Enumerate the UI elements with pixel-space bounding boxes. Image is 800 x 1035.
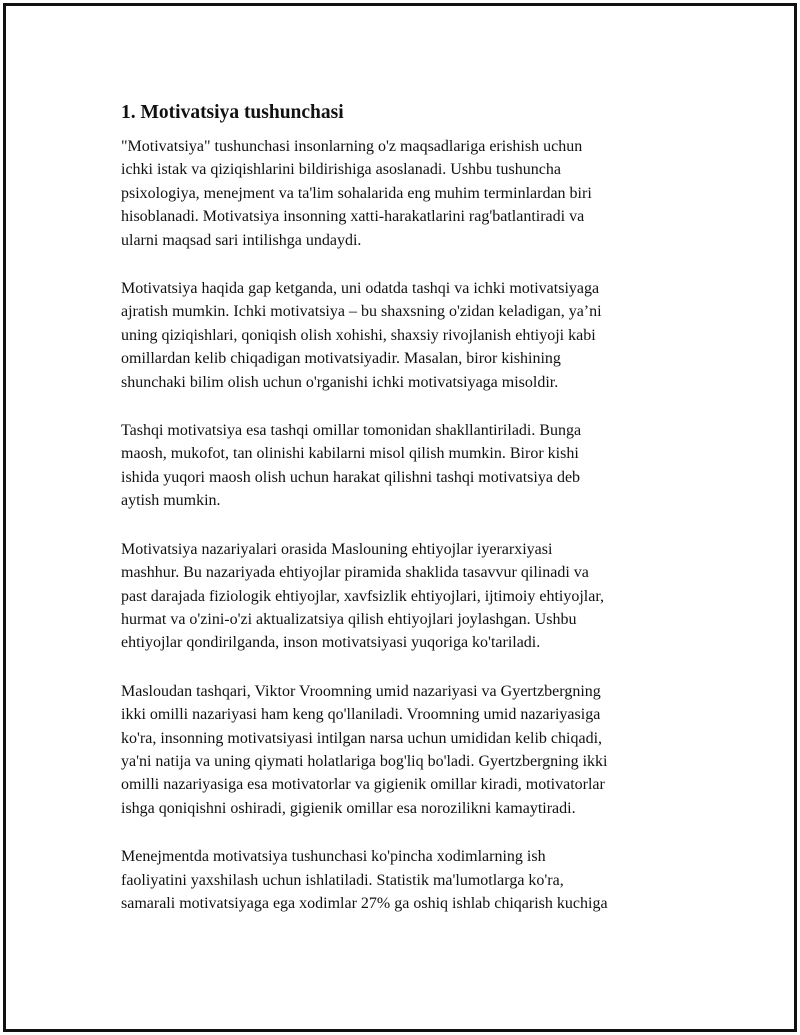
paragraph-line: uning qiziqishlari, qoniqish olish xohishi, shaxsiy rivojlanish ehtiyoji kabi [121,326,596,344]
paragraph-line: ajratish mumkin. Ichki motivatsiya – bu shaxsning o'zidan keladigan, ya’ni [121,303,602,321]
paragraph-2 [121,277,701,394]
paragraph-line: faoliyatini yaxshilash uchun ishlatiladi. Statistik ma'lumotlarga ko'ra, [121,871,564,889]
paragraph-line: hurmat va o'zini-o'zi aktualizatsiya qilish ehtiyojlari joylashgan. Ushbu [121,610,577,628]
paragraph-line: omillardan kelib chiqadigan motivatsiyadir. Masalan, biror kishining [121,350,561,368]
paragraph-line: past darajada fiziologik ehtiyojlar, xavfsizlik ehtiyojlari, ijtimoiy ehtiyojlar, [121,587,605,605]
page-frame [3,3,797,1032]
paragraph-line: ikki omilli nazariyasi ham keng qo'llaniladi. Vroomning umid nazariyasiga [121,706,601,724]
section-heading: 1. Motivatsiya tushunchasi [121,102,344,123]
paragraph-line: Masloudan tashqari, Viktor Vroomning umid nazariyasi va Gyertzbergning [121,682,601,700]
paragraph-line: "Motivatsiya" tushunchasi insonlarning o'z maqsadlariga erishish uchun [121,138,583,155]
paragraph-line: ichki istak va qiziqishlarini bildirishiga asoslanadi. Ushbu tushuncha [121,161,561,179]
paragraph-1 [121,135,701,252]
paragraph-5 [121,680,701,820]
paragraph-line: ya'ni natija va uning qiymati holatlariga bog'liq bo'ladi. Gyertzbergning ikki [121,752,608,770]
paragraph-line: maosh, mukofot, tan olinishi kabilarni misol qilish mumkin. Biror kishi [121,445,579,463]
paragraph-6 [121,845,701,915]
paragraph-3 [121,419,701,513]
paragraph-line: ularni maqsad sari intilishga undaydi. [121,231,362,249]
paragraph-line: aytish mumkin. [121,492,221,510]
paragraph-line: ehtiyojlar qondirilganda, inson motivatsiyasi yuqoriga ko'tariladi. [121,634,541,652]
paragraph-line: Motivatsiya haqida gap ketganda, uni odatda tashqi va ichki motivatsiyaga [121,280,600,298]
paragraph-line: ko'ra, insonning motivatsiyasi intilgan narsa uchun umididan kelib chiqadi, [121,729,603,747]
paragraph-4 [121,538,701,655]
paragraph-line: Motivatsiya nazariyalari orasida Maslouning ehtiyojlar iyerarxiyasi [121,540,553,558]
document-content [121,99,701,940]
paragraph-line: hisoblanadi. Motivatsiya insonning xatti-harakatlarini rag'batlantiradi va [121,208,585,226]
paragraph-line: ishga qoniqishni oshiradi, gigienik omillar esa norozilikni kamaytiradi. [121,799,576,817]
paragraph-line: Tashqi motivatsiya esa tashqi omillar tomonidan shakllantiriladi. Bunga [121,422,582,440]
paragraph-line: ishida yuqori maosh olish uchun harakat qilishni tashqi motivatsiya deb [121,468,581,486]
paragraph-line: psixologiya, menejment va ta'lim sohalarida eng muhim terminlardan biri [121,184,592,202]
paragraph-line: mashhur. Bu nazariyada ehtiyojlar piramida shaklida tasavvur qilinadi va [121,564,589,582]
paragraph-line: shunchaki bilim olish uchun o'rganishi ichki motivatsiyaga misoldir. [121,373,559,391]
paragraph-line: samarali motivatsiyaga ega xodimlar 27% ga oshiq ishlab chiqarish kuchiga [121,894,608,912]
paragraph-line: omilli nazariyasiga esa motivatorlar va gigienik omillar kiradi, motivatorlar [121,776,605,794]
paragraph-line: Menejmentda motivatsiya tushunchasi ko'pincha xodimlarning ish [121,848,546,866]
